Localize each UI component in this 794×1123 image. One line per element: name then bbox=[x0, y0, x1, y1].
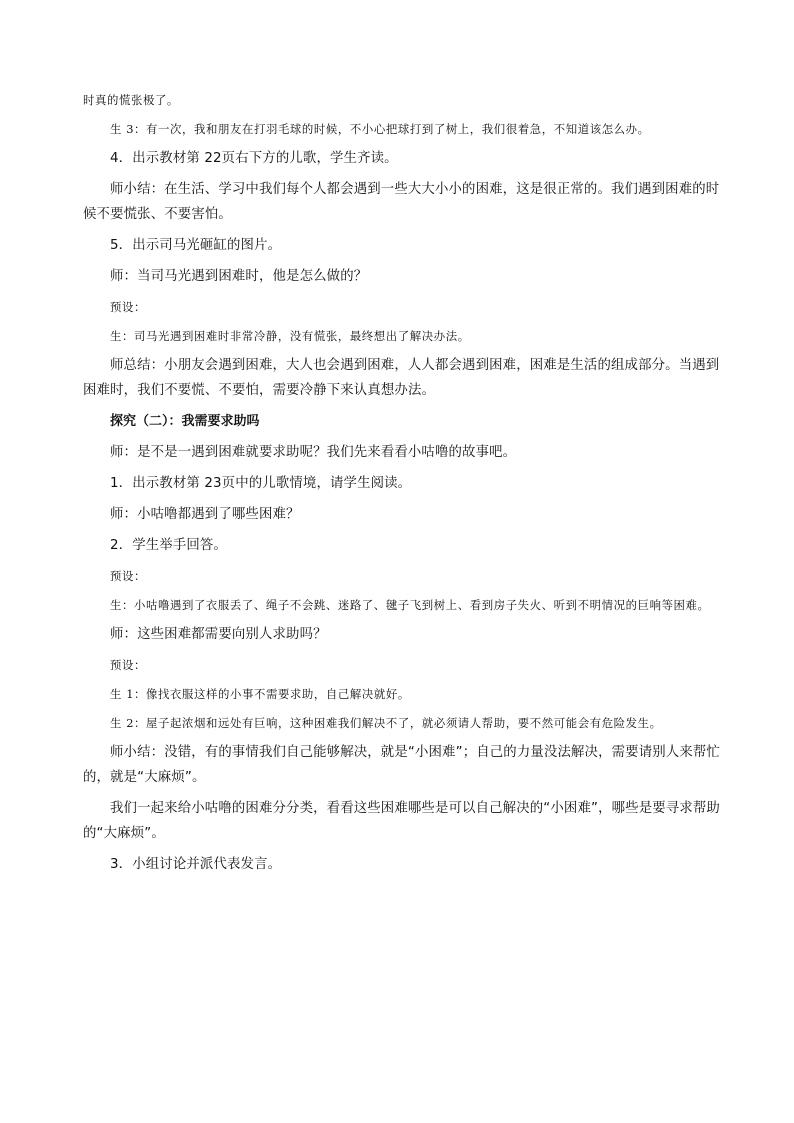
section-heading-explore-2: 探究（二）：我需要求助吗 bbox=[110, 414, 260, 429]
paragraph-preset-label-1: 预设： bbox=[110, 300, 146, 314]
paragraph-teacher-summary-1: 师小结：在生活、学习中我们每个人都会遇到一些大大小小的困难，这是很正常的。我们遇到困难的时候不要慌张、不要害怕。 bbox=[83, 182, 720, 222]
paragraph-preset-label-3: 预设： bbox=[110, 658, 146, 672]
paragraph-teacher-question-1: 师：当司马光遇到困难时，他是怎么做的？ bbox=[110, 269, 368, 284]
paragraph-preset-continuation: 时真的慌张极了。 bbox=[83, 93, 179, 107]
paragraph-teacher-conclusion: 师总结：小朋友会遇到困难，大人也会遇到困难，人人都会遇到困难，困难是生活的组成部分。当遇到困难时，我们不要慌、不要怕，需要冷静下来认真想办法。 bbox=[83, 358, 720, 398]
paragraph-teacher-question-3: 师：这些困难都需要向别人求助吗？ bbox=[110, 627, 327, 642]
paragraph-student-answer-2: 生：小咕噜遇到了衣服丢了、绳子不会跳、迷路了、毽子飞到树上、看到房子失火、听到不明情况的巨响等困难。 bbox=[110, 598, 710, 612]
paragraph-teacher-question-2: 师：小咕噜都遇到了哪些困难？ bbox=[110, 507, 300, 522]
document-body bbox=[83, 88, 723, 883]
paragraph-student-1-answer: 生 1：像找衣服这样的小事不需要求助，自己解决就好。 bbox=[110, 687, 410, 701]
paragraph-step-2: 2．学生举手回答。 bbox=[110, 538, 227, 553]
paragraph-preset-label-2: 预设： bbox=[110, 569, 146, 583]
paragraph-student-2-answer: 生 2：屋子起浓烟和远处有巨响，这种困难我们解决不了，就必须请人帮助，要不然可能会有危险发生。 bbox=[110, 716, 662, 730]
paragraph-teacher-intro: 师：是不是一遇到困难就要求助呢？我们先来看看小咕噜的故事吧。 bbox=[110, 445, 517, 460]
paragraph-step-3: 3．小组讨论并派代表发言。 bbox=[110, 857, 282, 872]
paragraph-step-4: 4．出示教材第 22页右下方的儿歌，学生齐读。 bbox=[110, 151, 398, 166]
paragraph-teacher-summary-2: 师小结：没错，有的事情我们自己能够解决，就是“小困难”；自己的力量没法解决，需要请别人来帮忙的，就是“大麻烦”。 bbox=[83, 745, 720, 785]
paragraph-step-5: 5．出示司马光砸缸的图片。 bbox=[110, 238, 282, 253]
paragraph-student-3-answer: 生 3：有一次，我和朋友在打羽毛球的时候，不小心把球打到了树上，我们很着急，不知道该怎么办。 bbox=[110, 122, 650, 136]
paragraph-student-answer-1: 生：司马光遇到困难时非常冷静，没有慌张，最终想出了解决办法。 bbox=[110, 329, 470, 343]
paragraph-step-1: 1．出示教材第 23页中的儿歌情境，请学生阅读。 bbox=[110, 476, 412, 491]
paragraph-classification-instruction: 我们一起来给小咕噜的困难分分类，看看这些困难哪些是可以自己解决的“小困难”，哪些是要寻求帮助的“大麻烦”。 bbox=[83, 801, 720, 841]
